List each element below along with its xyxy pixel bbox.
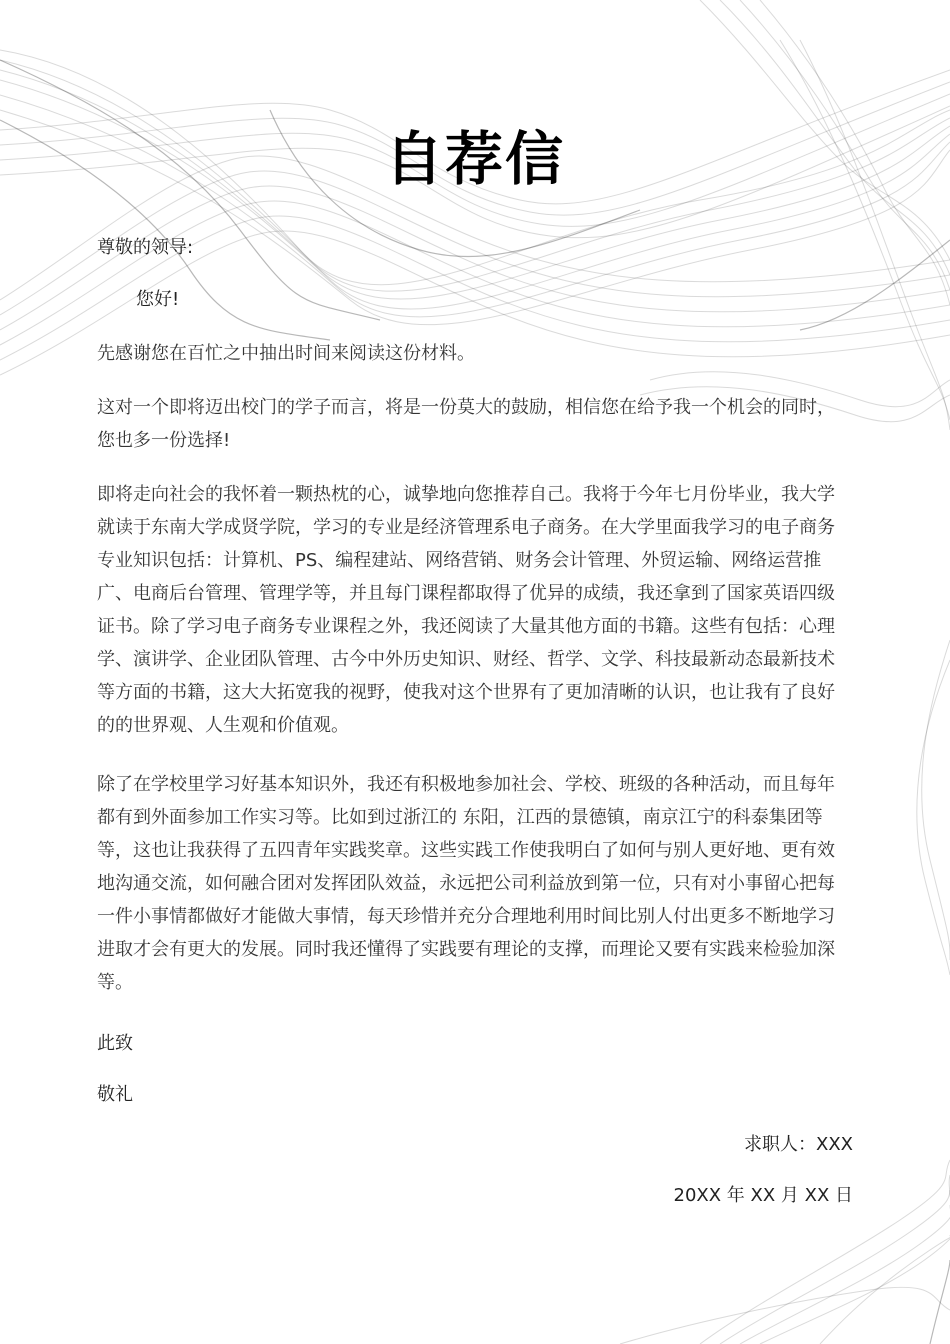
page-title: 自荐信 bbox=[384, 125, 565, 193]
signer-name: 求职人：XXX bbox=[744, 1134, 853, 1155]
body-paragraph: 除了在学校里学习好基本知识外，我还有积极地参加社会、学校、班级的各种活动，而且每年都有到外面参加工作实习等。比如到过浙江的 东阳，江西的景德镇，南京江宁的科泰集团等等，这也让我获得了五四青年实践奖章。这些实践工作使我明白了如何与别人更好地、更有效地沟通交流，如何融合团对发挥团队效益，永远把公司利益放到第一位，只有对小事留心把每一件小事情都做好才能做大事情，每天珍惜并充分合理地利用时间比别人付出更多不断地学习进取才会有更大的发展。同时我还懂得了实践要有理论的支撑，而理论又要有实践来检验加深等。 bbox=[97, 774, 835, 993]
greeting: 您好! bbox=[136, 289, 180, 310]
body-paragraph: 这对一个即将迈出校门的学子而言，将是一份莫大的鼓励，相信您在给予我一个机会的同时，您也多一份选择! bbox=[97, 397, 835, 451]
closing-line: 敬礼 bbox=[97, 1084, 133, 1105]
body-paragraph: 先感谢您在百忙之中抽出时间来阅读这份材料。 bbox=[97, 343, 475, 364]
body-paragraph: 即将走向社会的我怀着一颗热枕的心，诚挚地向您推荐自己。我将于今年七月份毕业，我大学就读于东南大学成贤学院，学习的专业是经济管理系电子商务。在大学里面我学习的电子商务专业知识包括：计算机、PS、编程建站、网络营销、财务会计管理、外贸运输、网络运营推广、电商后台管理、管理学等，并且每门课程都取得了优异的成绩，我还拿到了国家英语四级证书。除了学习电子商务专业课程之外，我还阅读了大量其他方面的书籍。这些有包括：心理学、演讲学、企业团队管理、古今中外历史知识、财经、哲学、文学、科技最新动态最新技术等方面的书籍，这大大拓宽我的视野，使我对这个世界有了更加清晰的认识，也让我有了良好的的世界观、人生观和价值观。 bbox=[97, 484, 835, 736]
letter-date: 20XX 年 XX 月 XX 日 bbox=[673, 1185, 853, 1206]
closing-line: 此致 bbox=[97, 1033, 133, 1054]
salutation: 尊敬的领导: bbox=[97, 237, 194, 258]
